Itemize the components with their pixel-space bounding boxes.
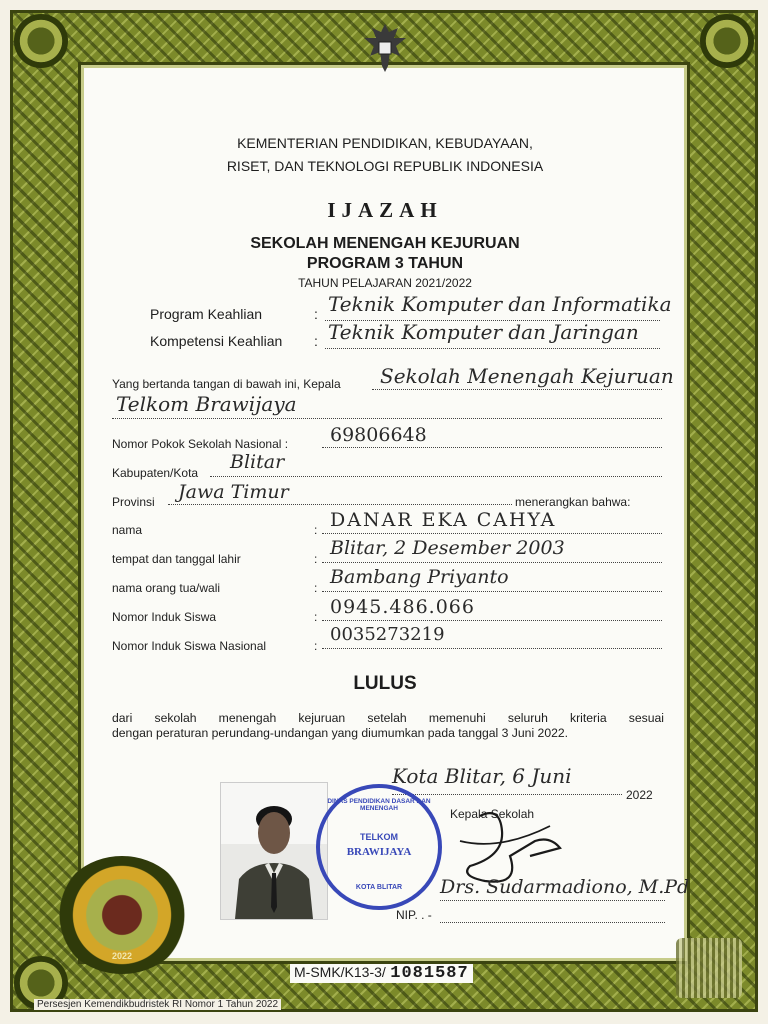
dotted-line xyxy=(440,900,665,901)
place-date: Kota Blitar, 6 Juni xyxy=(392,764,572,788)
stamp-text-top: DINAS PENDIDIKAN DASAR DAN MENENGAH xyxy=(327,798,431,812)
colon: : xyxy=(314,306,318,322)
result-text-line-1: dari sekolah menengah kejuruan setelah memenuhi seluruh kriteria sesuai xyxy=(112,711,664,725)
graduation-status: LULUS xyxy=(353,673,417,694)
nama-value: DANAR EKA CAHYA xyxy=(330,509,557,531)
dotted-line xyxy=(112,418,662,419)
school-head-of: Sekolah Menengah Kejuruan xyxy=(380,364,674,388)
academic-year: TAHUN PELAJARAN 2021/2022 xyxy=(298,276,472,290)
menerangkan-label: menerangkan bahwa: xyxy=(515,495,631,509)
persesjen-note: Persesjen Kemendikbudristek RI Nomor 1 Tahun 2022 xyxy=(34,999,281,1010)
school-intro: Yang bertanda tangan di bawah ini, Kepala xyxy=(112,377,341,391)
nis-label: Nomor Induk Siswa xyxy=(112,610,217,624)
school-name: Telkom Brawijaya xyxy=(116,392,297,416)
dotted-line xyxy=(440,922,665,923)
headmaster-role: Kepala Sekolah xyxy=(450,807,535,821)
dotted-line xyxy=(372,389,662,390)
corner-ornament xyxy=(14,14,68,68)
anniversary-badge xyxy=(56,856,188,974)
qr-seal-icon xyxy=(676,938,742,998)
dotted-line xyxy=(322,533,662,534)
signature-year: 2022 xyxy=(626,788,653,802)
badge-year: 2022 xyxy=(111,951,133,961)
colon: : xyxy=(314,333,318,349)
result-text-line-2: dengan peraturan perundang-undangan yang diumumkan pada tanggal 3 Juni 2022. xyxy=(112,726,569,740)
ministry-line-2: RISET, DAN TEKNOLOGI REPUBLIK INDONESIA xyxy=(226,158,544,174)
ortu-label: nama orang tua/wali xyxy=(112,581,221,595)
program-keahlian-value: Teknik Komputer dan Informatika xyxy=(328,292,672,316)
dotted-line xyxy=(322,591,662,592)
ttl-value: Blitar, 2 Desember 2003 xyxy=(330,537,565,559)
ttl-label: tempat dan tanggal lahir xyxy=(112,552,241,566)
student-photo xyxy=(220,782,328,920)
dotted-line xyxy=(322,620,662,621)
serial-number xyxy=(290,964,473,983)
nisn-label: Nomor Induk Siswa Nasional xyxy=(112,639,267,653)
dotted-line xyxy=(392,794,622,795)
colon: : xyxy=(314,610,318,624)
kompetensi-keahlian-label: Kompetensi Keahlian xyxy=(150,333,283,349)
provinsi-label: Provinsi xyxy=(112,495,155,509)
colon: : xyxy=(314,581,318,595)
dotted-line xyxy=(322,648,662,649)
stamp-text-bottom: KOTA BLITAR xyxy=(355,884,403,891)
dotted-line xyxy=(325,348,660,349)
school-stamp xyxy=(316,784,442,910)
colon: : xyxy=(314,523,318,537)
dotted-line xyxy=(322,447,662,448)
dotted-line xyxy=(168,504,512,505)
corner-ornament xyxy=(700,14,754,68)
program-keahlian-label: Program Keahlian xyxy=(150,306,263,322)
nisn-value: 0035273219 xyxy=(330,624,445,645)
ortu-value: Bambang Priyanto xyxy=(330,566,509,588)
headmaster-name: Drs. Sudarmadiono, M.Pd xyxy=(440,876,690,898)
serial-prefix: M-SMK/K13-3/ xyxy=(294,964,386,980)
garuda-emblem-icon xyxy=(362,22,408,74)
nis-value: 0945.486.066 xyxy=(330,596,475,618)
colon: : xyxy=(314,639,318,653)
provinsi-value: Jawa Timur xyxy=(178,481,289,503)
program-duration: PROGRAM 3 TAHUN xyxy=(306,255,464,272)
kompetensi-keahlian-value: Teknik Komputer dan Jaringan xyxy=(328,320,639,344)
dotted-line xyxy=(322,562,662,563)
nama-label: nama xyxy=(112,523,143,537)
colon: : xyxy=(314,552,318,566)
stamp-text-mid: BRAWIJAYA xyxy=(346,846,412,858)
dotted-line xyxy=(210,476,662,477)
serial-no: 1081587 xyxy=(390,964,469,983)
document-title: IJAZAH xyxy=(327,198,443,222)
school-type: SEKOLAH MENENGAH KEJURUAN xyxy=(250,235,520,252)
kabupaten-label: Kabupaten/Kota xyxy=(112,466,199,480)
npsn-value: 69806648 xyxy=(330,424,427,446)
npsn-label: Nomor Pokok Sekolah Nasional : xyxy=(112,437,289,451)
ministry-line-1: KEMENTERIAN PENDIDIKAN, KEBUDAYAAN, xyxy=(237,135,533,151)
stamp-school: TELKOM xyxy=(360,832,398,842)
kabupaten-value: Blitar xyxy=(230,451,285,473)
nip-label: NIP. . - xyxy=(396,908,432,922)
